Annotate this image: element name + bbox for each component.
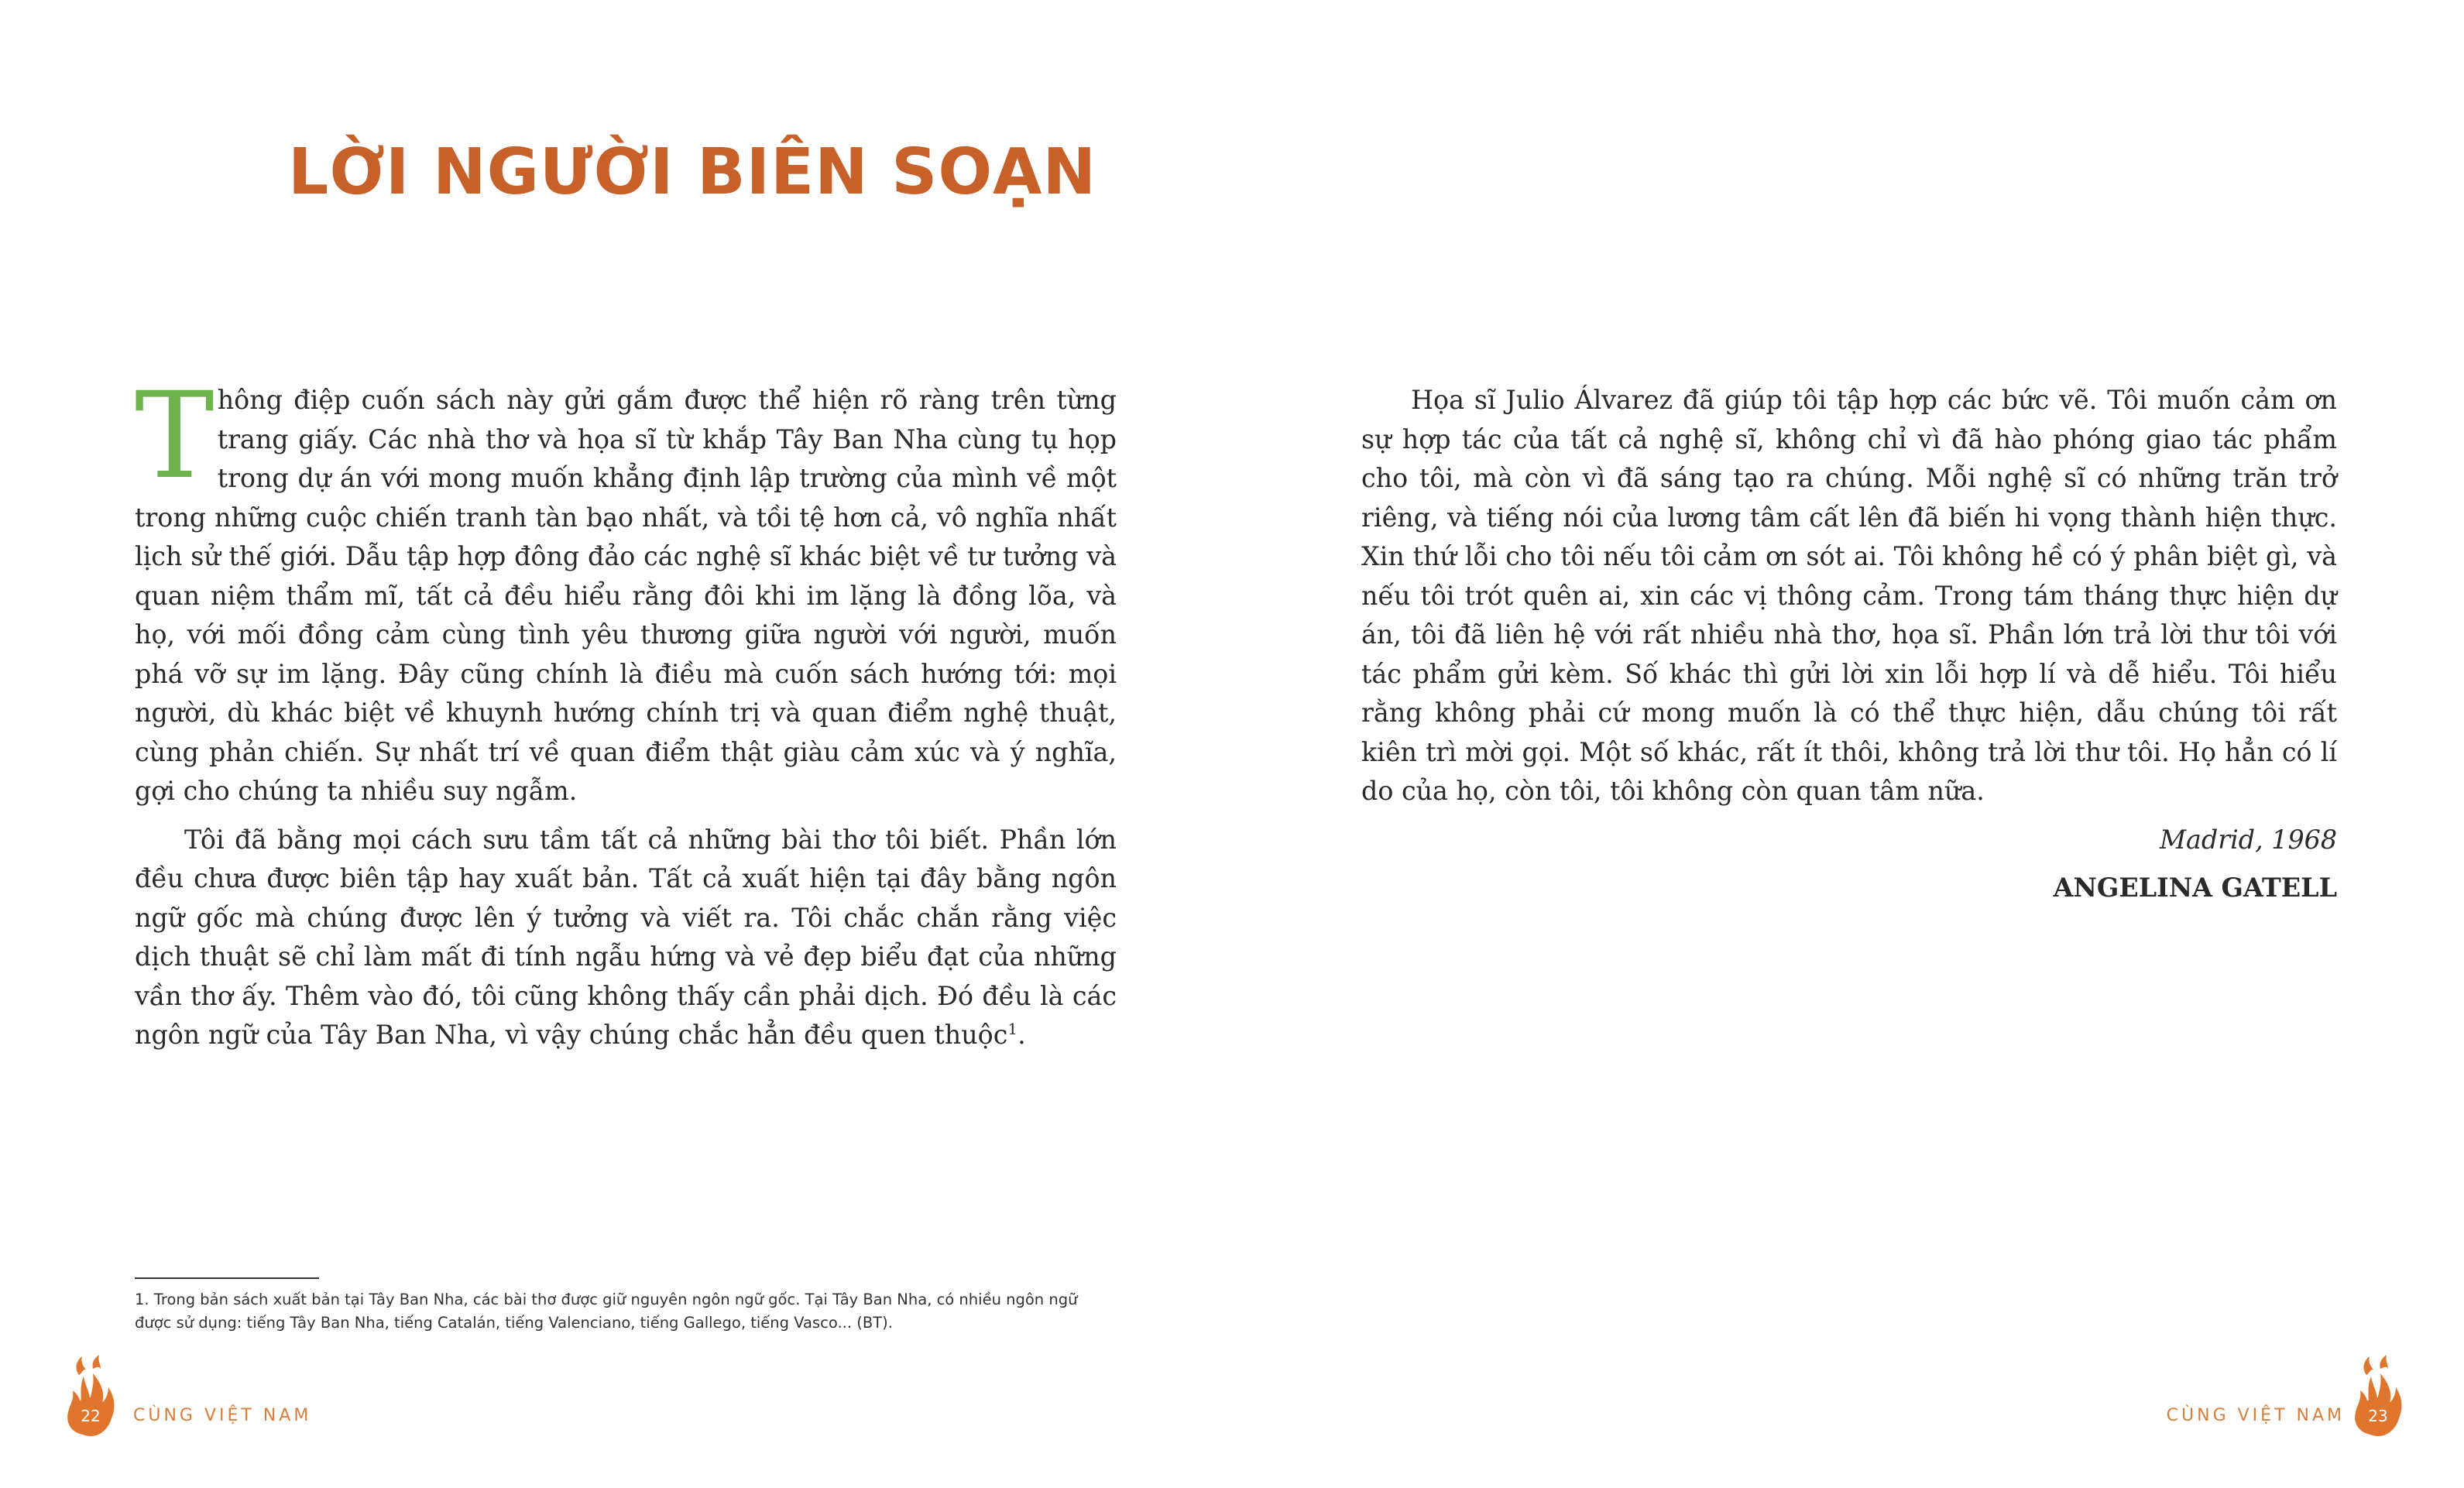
paragraph-1 (135, 367, 1117, 811)
footer-right (2160, 1353, 2416, 1438)
right-column (1361, 381, 2337, 917)
footer-left (62, 1353, 325, 1438)
paragraph-3: Họa sĩ Julio Álvarez đã giúp tôi tập hợp các bức vẽ. Tôi muốn cảm ơn sự hợp tác của tất cả nghệ sĩ, không chỉ vì đã hào phóng giao tác phẩm cho tôi, mà còn vì đã sáng tạo ra chúng. Mỗi nghệ sĩ có những trăn trở riêng, và tiếng nói của lương tâm cất lên đã biến hi vọng thành hiện thực. Xin thứ lỗi cho tôi nếu tôi cảm ơn sót ai. Tôi không hề có ý phân biệt gì, và nếu tôi trót quên ai, xin các vị thông cảm. Trong tám tháng thực hiện dự án, tôi đã liên hệ với rất nhiều nhà thơ, họa sĩ. Phần lớn trả lời thư tôi với tác phẩm gửi kèm. Số khác thì gửi lời xin lỗi hợp lí và dễ hiểu. Tôi hiểu rằng không phải cứ mong muốn là có thể thực hiện, dẫu chúng tôi rất kiên trì mời gọi. Một số khác, rất ít thôi, không trả lời thư tôi. Họ hẳn có lí do của họ, còn tôi, tôi không còn quan tâm nữa. (1361, 385, 2337, 806)
footnote-divider (135, 1277, 319, 1279)
footnote-reference[interactable]: 1 (1007, 1019, 1018, 1038)
drop-cap: T (135, 367, 214, 506)
running-head-left: CÙNG VIỆT NAM (133, 1406, 312, 1425)
paragraph-2 (135, 821, 1117, 1055)
signoff-place-date: Madrid, 1968 (2159, 824, 2337, 855)
left-column (135, 367, 1117, 1065)
paragraph-2-text: Tôi đã bằng mọi cách sưu tầm tất cả những bài thơ tôi biết. Phần lớn đều chưa được biên tập hay xuất bản. Tất cả xuất hiện tại đây bằng ngôn ngữ gốc mà chúng được lên ý tưởng và viết ra. Tôi chắc chắn rằng việc dịch thuật sẽ chỉ làm mất đi tính ngẫu hứng và vẻ đẹp biểu đạt của những vần thơ ấy. Thêm vào đó, tôi cũng không thấy cần phải dịch. Đó đều là các ngôn ngữ của Tây Ban Nha, vì vậy chúng chắc hẳn đều quen thuộc (135, 824, 1117, 1050)
footnote: 1. Trong bản sách xuất bản tại Tây Ban Nha, các bài thơ được giữ nguyên ngôn ngữ gốc. Tại Tây Ban Nha, có nhiều ngôn ngữ được sử dụng: tiếng Tây Ban Nha, tiếng Catalán, tiếng Valenciano, tiếng Gallego, tiếng Vasco... (BT). (135, 1291, 1078, 1332)
page-number-left: 22 (81, 1407, 101, 1425)
page-title: LỜI NGƯỜI BIÊN SOẠN (288, 135, 1097, 209)
paragraph-2-end: . (1018, 1020, 1026, 1050)
page-number-right: 23 (2368, 1407, 2388, 1425)
paragraph-1-text: hông điệp cuốn sách này gửi gắm được thể hiện rõ ràng trên từng trang giấy. Các nhà thơ và họa sĩ từ khắp Tây Ban Nha cùng tụ họp trong dự án với mong muốn khẳng định lập trường của mình về một trong những cuộc chiến tranh tàn bạo nhất, và tồi tệ hơn cả, vô nghĩa nhất lịch sử thế giới. Dẫu tập hợp đông đảo các nghệ sĩ khác biệt về tư tưởng và quan niệm thẩm mĩ, tất cả đều hiểu rằng đôi khi im lặng là đồng lõa, và họ, với mối đồng cảm cùng tình yêu thương giữa người với người, muốn phá vỡ sự im lặng. Đây cũng chính là điều mà cuốn sách hướng tới: mọi người, dù khác biệt về khuynh hướng chính trị và quan điểm nghệ thuật, cùng phản chiến. Sự nhất trí về quan điểm thật giàu cảm xúc và ý nghĩa, gợi cho chúng ta nhiều suy ngẫm. (135, 385, 1117, 806)
signoff-author: ANGELINA GATELL (2053, 873, 2337, 903)
running-head-right: CÙNG VIỆT NAM (2166, 1406, 2345, 1425)
